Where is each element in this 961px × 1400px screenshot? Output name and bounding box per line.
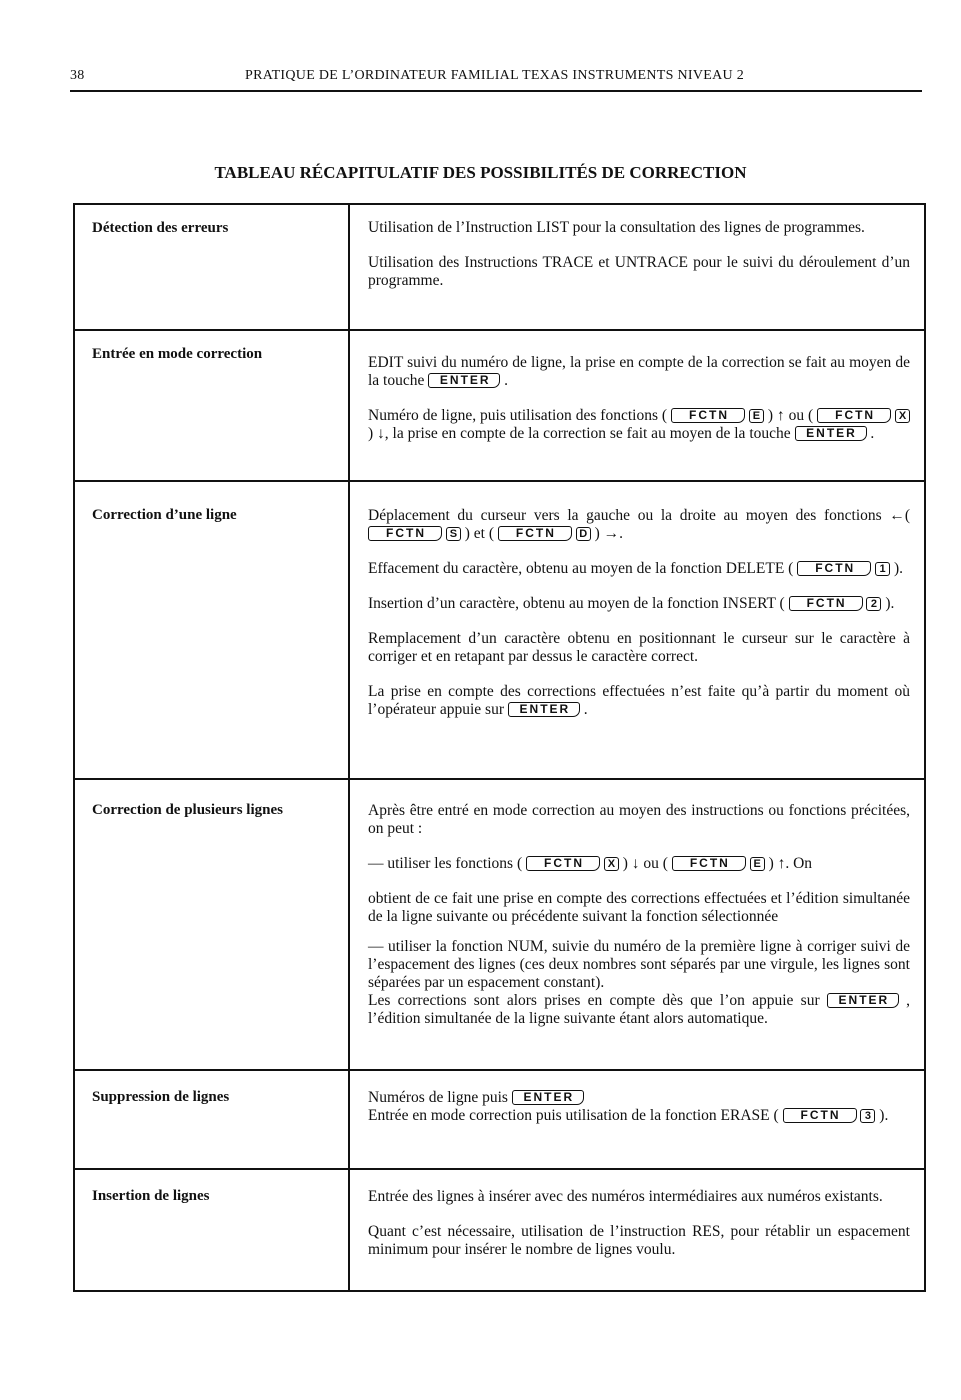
e-key: E [750, 857, 765, 871]
row-label-cell [75, 1170, 350, 1290]
d-key: D [576, 527, 591, 541]
text: Numéro de ligne, puis utilisation des fonctions ( [368, 407, 668, 424]
paragraph: Utilisation de l’Instruction LIST pour la consultation des lignes de programmes. [368, 219, 865, 236]
fctn-key: FCTN [368, 526, 442, 541]
fctn-key: FCTN [797, 561, 871, 576]
enter-key: ENTER [512, 1090, 584, 1105]
fctn-key: FCTN [672, 856, 746, 871]
enter-key: ENTER [508, 702, 580, 717]
fctn-key: FCTN [817, 408, 891, 423]
e-key: E [749, 409, 764, 423]
row-label: Entrée en mode correction [92, 346, 263, 362]
row-label-cell [75, 331, 350, 480]
row-label: Correction d’une ligne [92, 507, 237, 523]
fctn-key: FCTN [498, 526, 572, 541]
fctn-key: FCTN [783, 1108, 857, 1123]
text: . [870, 425, 875, 442]
paragraph [368, 1107, 910, 1125]
fctn-key: FCTN [671, 408, 745, 423]
fctn-key: FCTN [789, 596, 863, 611]
row-label-cell [75, 482, 350, 778]
text: ). [885, 595, 895, 612]
x-key: X [895, 409, 910, 423]
s-key: S [446, 527, 461, 541]
text: EDIT suivi du numéro de ligne, la prise en compte de la correction se fait au moyen de la touche [368, 354, 910, 389]
text: ). [879, 1107, 889, 1124]
text: , l’édition simultanée de la ligne suivante étant alors automatique. [368, 992, 910, 1027]
row-content [368, 802, 910, 1028]
text: ). [893, 560, 904, 577]
paragraph: Après être entré en mode correction au moyen des instructions ou fonctions précitées, on peut : [368, 802, 910, 837]
paragraph [368, 855, 910, 873]
text: La prise en compte des corrections effectuées n’est faite qu’à partir du moment où l’opérateur appuie sur [368, 683, 910, 718]
text: . [504, 372, 509, 389]
row-content [368, 219, 910, 307]
text: ) et ( [464, 525, 495, 542]
text: ) ↑ ou ( [767, 407, 814, 424]
paragraph [368, 507, 910, 543]
text: ) ↑. On [768, 855, 813, 872]
page-number: 38 [70, 68, 85, 83]
row-label-cell [75, 780, 350, 1069]
table-row-detection [73, 203, 926, 331]
running-title: PRATIQUE DE L’ORDINATEUR FAMILIAL TEXAS INSTRUMENTS NIVEAU 2 [245, 68, 745, 83]
paragraph: Utilisation des Instructions TRACE et UNTRACE pour le suivi du déroulement d’un programme. [368, 254, 910, 289]
table-row-correction-plusieurs-lignes [73, 778, 926, 1071]
row-label: Détection des erreurs [92, 220, 229, 236]
one-key: 1 [875, 562, 890, 576]
two-key: 2 [866, 597, 881, 611]
paragraph [368, 992, 910, 1028]
text: Effacement du caractère, obtenu au moyen de la fonction DELETE ( [368, 560, 794, 577]
page-title: TABLEAU RÉCAPITULATIF DES POSSIBILITÉS DE CORRECTION [214, 163, 747, 182]
table-row-insertion-lignes [73, 1168, 926, 1292]
row-label-cell [75, 1071, 350, 1168]
row-content [368, 1188, 910, 1259]
table-row-suppression-lignes [73, 1069, 926, 1170]
row-content [368, 1089, 910, 1125]
text: Entrée en mode correction puis utilisation de la fonction ERASE ( [368, 1107, 779, 1124]
row-label: Suppression de lignes [92, 1089, 230, 1105]
text: Insertion d’un caractère, obtenu au moyen de la fonction INSERT ( [368, 595, 785, 612]
row-content [368, 507, 910, 736]
text: . [583, 701, 588, 718]
row-label: Insertion de lignes [92, 1188, 210, 1204]
row-content [368, 354, 910, 460]
row-label: Correction de plusieurs lignes [92, 802, 283, 818]
paragraph [368, 1089, 910, 1107]
text: Les corrections sont alors prises en compte dès que l’on appuie sur [368, 992, 820, 1009]
paragraph [368, 407, 910, 443]
paragraph [368, 354, 910, 390]
paragraph [368, 560, 910, 578]
table-row-correction-ligne [73, 480, 926, 780]
enter-key: ENTER [795, 426, 867, 441]
fctn-key: FCTN [526, 856, 600, 871]
row-label-cell [75, 205, 350, 329]
text: — utiliser les fonctions ( [368, 855, 523, 872]
table-row-entree-mode-correction [73, 329, 926, 482]
text: Déplacement du curseur vers la gauche ou la droite au moyen des fonctions ←( [368, 507, 910, 524]
enter-key: ENTER [428, 373, 500, 388]
paragraph [368, 683, 910, 719]
enter-key: ENTER [827, 993, 899, 1008]
page-header [70, 66, 922, 92]
paragraph: — utiliser la fonction NUM, suivie du numéro de la première ligne à corriger suivi de l’espacement des lignes (ces deux nombres sont séparés par une virgule, les lignes sont séparées par un espacement constant). [368, 938, 910, 991]
text: ) →. [594, 525, 624, 542]
paragraph: Quant c’est nécessaire, utilisation de l’instruction RES, pour rétablir un espacement minimum pour insérer le nombre de lignes voulu. [368, 1223, 910, 1258]
three-key: 3 [860, 1109, 875, 1123]
paragraph: obtient de ce fait une prise en compte des corrections effectuées et l’édition simultanée de la ligne suivante ou précédente suivant la fonction sélectionnée [368, 890, 910, 925]
text: Numéros de ligne puis [368, 1089, 508, 1106]
x-key: X [604, 857, 619, 871]
paragraph: Entrée des lignes à insérer avec des numéros intermédiaires aux numéros existants. [368, 1188, 883, 1205]
paragraph: Remplacement d’un caractère obtenu en positionnant le curseur sur le caractère à corriger et en retapant par dessus le caractère correct. [368, 630, 910, 665]
text: ) ↓ ou ( [622, 855, 668, 872]
text: ) ↓, la prise en compte de la correction se fait au moyen de la touche [368, 425, 791, 442]
paragraph [368, 595, 910, 613]
